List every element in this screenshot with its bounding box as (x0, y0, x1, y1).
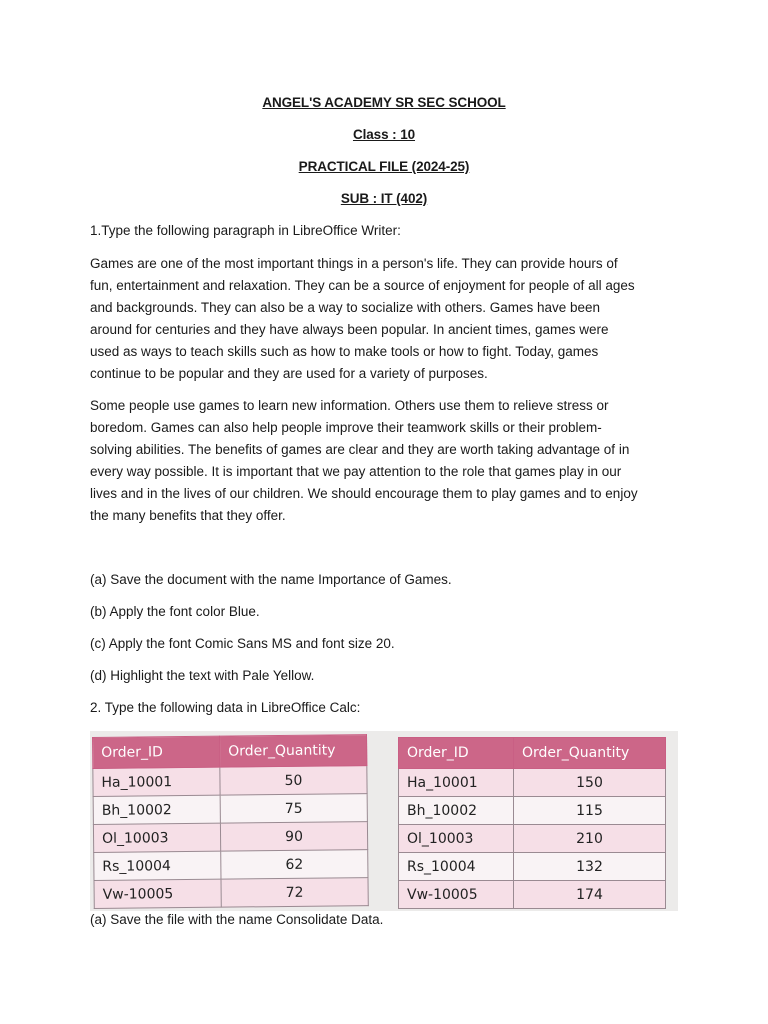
paragraph-line: solving abilities. The benefits of games are clear and they are worth taking advantage of in (90, 442, 630, 457)
order-id-cell: Bh_10002 (93, 795, 220, 824)
paragraph-line: used as ways to teach skills such as how to make tools or how to fight. Today, games (90, 344, 599, 359)
table-row (399, 797, 666, 825)
order-id-cell: Ol_10003 (399, 825, 514, 853)
order-quantity-cell: 50 (220, 766, 367, 796)
task-c: (c) Apply the font Comic Sans MS and font size 20. (90, 636, 395, 651)
order-id-cell: Rs_10004 (399, 853, 514, 881)
school-name: ANGEL'S ACADEMY SR SEC SCHOOL (262, 95, 506, 110)
task-a: (a) Save the document with the name Importance of Games. (90, 572, 452, 587)
order-quantity-cell: 210 (514, 825, 666, 853)
paragraph-line: fun, entertainment and relaxation. They can be a source of enjoyment for people of all ages (90, 278, 635, 293)
table-row (94, 850, 368, 881)
class-label: Class : 10 (352, 127, 416, 142)
paragraph-line: lives and in the lives of our children. We should encourage them to play games and to enjoy (90, 486, 638, 501)
paragraph-1 (90, 253, 690, 385)
order-quantity-cell: 90 (220, 822, 367, 852)
order-quantity-cell: 150 (514, 769, 666, 797)
table-row (399, 881, 666, 909)
order-id-cell: Vw-10005 (399, 881, 514, 909)
header-order-quantity: Order_Quantity (219, 735, 366, 768)
order-table-left (92, 734, 369, 909)
subject-label: SUB : IT (402) (340, 191, 428, 206)
paragraph-line: Games are one of the most important things in a person's life. They can provide hours of (90, 256, 618, 271)
task-b: (b) Apply the font color Blue. (90, 604, 260, 619)
order-quantity-cell: 115 (514, 797, 666, 825)
order-quantity-cell: 62 (221, 850, 368, 880)
paragraph-line: and backgrounds. They can also be a way to socialize with others. Games have been (90, 300, 601, 315)
table-row (399, 769, 666, 797)
task-d: (d) Highlight the text with Pale Yellow. (90, 668, 315, 683)
paragraph-2 (90, 395, 690, 527)
question-2-task-a: (a) Save the file with the name Consolidate Data. (90, 912, 384, 927)
question-1-title: 1.Type the following paragraph in LibreOffice Writer: (90, 223, 401, 238)
table-row (94, 878, 368, 909)
order-id-cell: Ha_10001 (399, 769, 514, 797)
order-quantity-cell: 174 (514, 881, 666, 909)
paragraph-line: Some people use games to learn new information. Others use them to relieve stress or (90, 398, 609, 413)
table-row (93, 766, 367, 797)
paragraph-line: continue to be popular and they are used for a variety of purposes. (90, 366, 488, 381)
header-order-quantity: Order_Quantity (514, 738, 666, 769)
order-id-cell: Rs_10004 (94, 851, 221, 880)
order-quantity-cell: 132 (514, 853, 666, 881)
paragraph-line: boredom. Games can also help people improve their teamwork skills or their problem- (90, 420, 602, 435)
practical-file-title: PRACTICAL FILE (2024-25) (298, 159, 470, 174)
paragraph-line: every way possible. It is important that we pay attention to the role that games play in our (90, 464, 622, 479)
data-tables-photo (90, 731, 678, 911)
order-id-cell: Bh_10002 (399, 797, 514, 825)
order-table-right (398, 737, 666, 909)
table-row (399, 853, 666, 881)
table-row (93, 822, 367, 853)
order-id-cell: Ha_10001 (93, 767, 220, 796)
order-id-cell: Ol_10003 (93, 823, 220, 852)
table-row (399, 825, 666, 853)
paragraph-line: the many benefits that they offer. (90, 508, 286, 523)
header-order-id: Order_ID (93, 736, 220, 768)
order-id-cell: Vw-10005 (94, 879, 221, 908)
paragraph-line: around for centuries and they have always been popular. In ancient times, games were (90, 322, 609, 337)
order-quantity-cell: 75 (220, 794, 367, 824)
order-quantity-cell: 72 (221, 878, 368, 908)
question-2-title: 2. Type the following data in LibreOffice Calc: (90, 700, 361, 715)
header-order-id: Order_ID (399, 738, 514, 769)
table-row (93, 794, 367, 825)
